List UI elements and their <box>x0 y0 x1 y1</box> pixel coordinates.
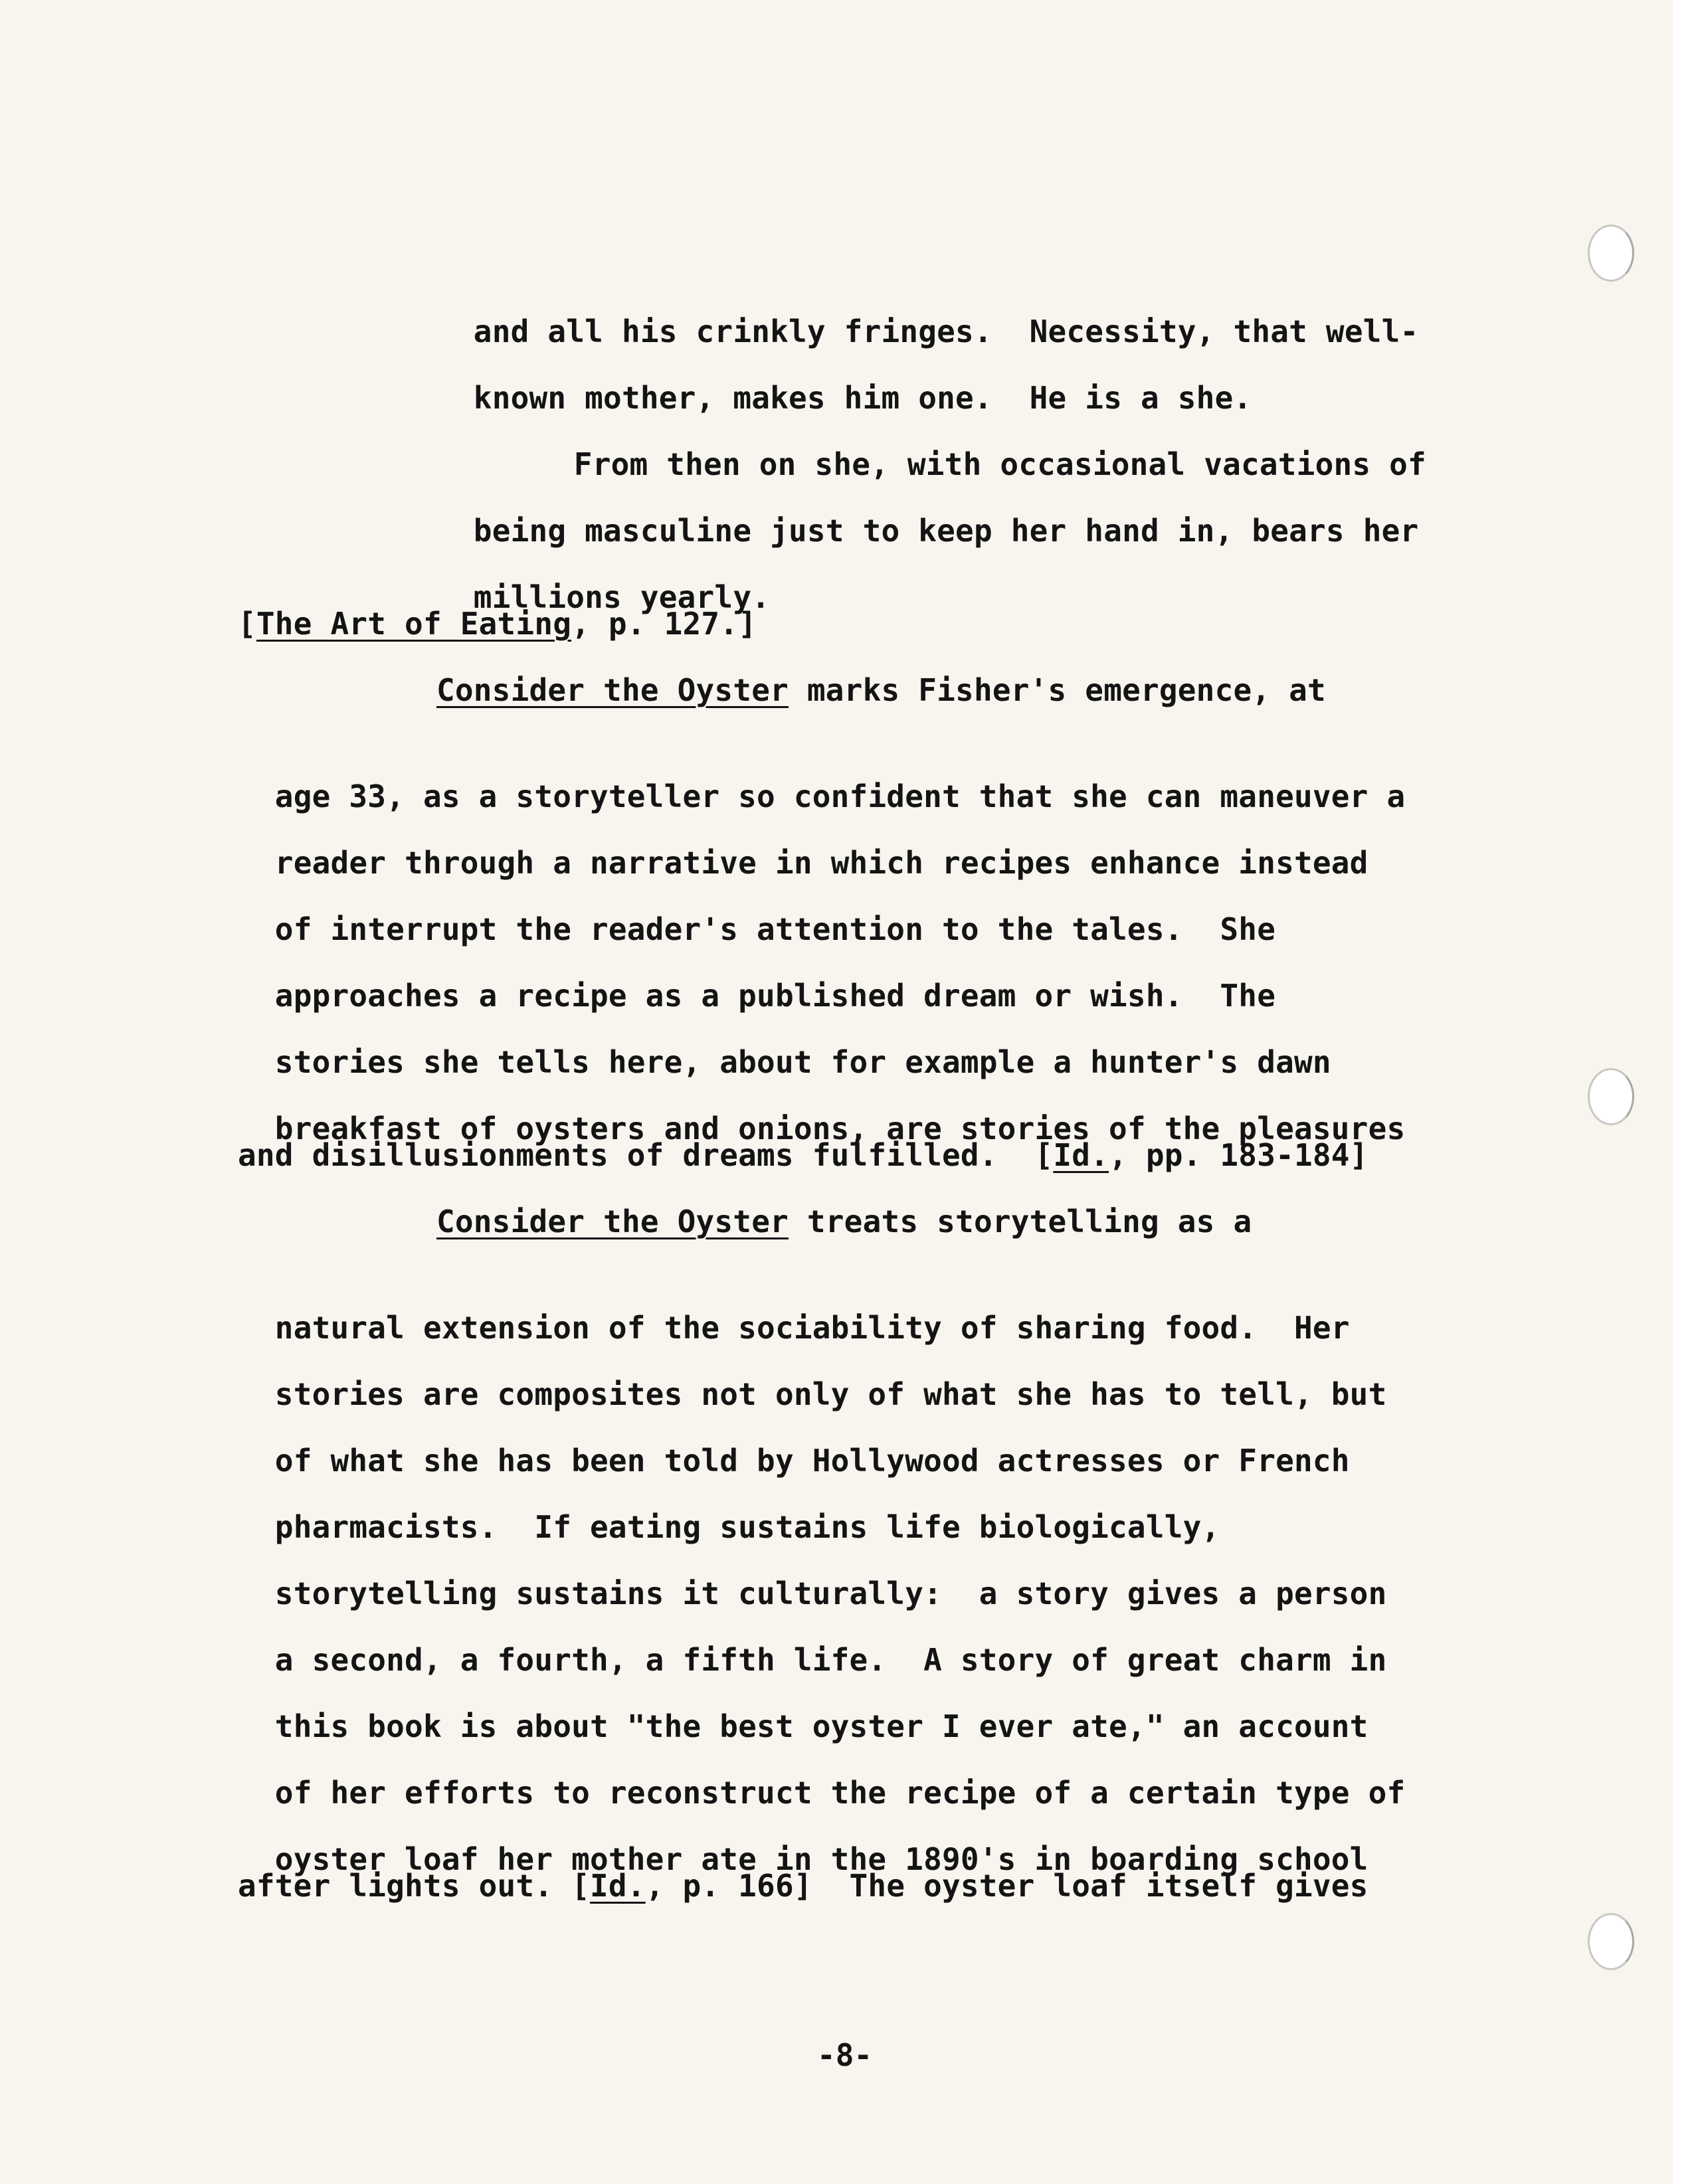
binder-hole-middle <box>1588 1068 1634 1125</box>
body-text-line: of what she has been told by Hollywood actresses or French <box>274 1443 1350 1479</box>
body-text-line: approaches a recipe as a published dream or wish. The <box>274 978 1276 1014</box>
page-number: -8- <box>817 2037 873 2073</box>
body-text-line: pharmacists. If eating sustains life biologically, <box>274 1509 1220 1545</box>
book-title: Consider the Oyster <box>436 672 789 708</box>
body-text-line: this book is about "the best oyster I ever ate," an account <box>274 1708 1368 1744</box>
body-text-line: stories she tells here, about for example a hunter's dawn <box>274 1044 1331 1080</box>
binder-hole-bottom <box>1588 1913 1634 1970</box>
body-text-line: a second, a fourth, a fifth life. A story of great charm in <box>274 1642 1387 1678</box>
body-text-line: millions yearly. <box>473 579 771 615</box>
book-title: The Art of Eating <box>256 606 572 642</box>
body-text-line: and all his crinkly fringes. Necessity, that well- <box>473 314 1419 349</box>
body-text-line: Consider the Oyster treats storytelling as a <box>436 1204 1252 1239</box>
body-text-line: of interrupt the reader's attention to the tales. She <box>274 911 1276 947</box>
body-text-line: after lights out. [Id., p. 166] The oyster loaf itself gives <box>238 1868 1368 1904</box>
body-text-line: natural extension of the sociability of sharing food. Her <box>274 1310 1350 1346</box>
book-title: Consider the Oyster <box>436 1204 789 1239</box>
body-text-line: Consider the Oyster marks Fisher's emergence, at <box>436 672 1326 708</box>
citation-id: Id. <box>1053 1137 1109 1173</box>
body-text-line: stories are composites not only of what she has to tell, but <box>274 1376 1387 1412</box>
citation-id: Id. <box>590 1868 646 1904</box>
body-text-line: being masculine just to keep her hand in, bears her <box>473 513 1419 549</box>
body-text-line: age 33, as a storyteller so confident that she can maneuver a <box>274 778 1406 814</box>
binder-hole-top <box>1588 225 1634 282</box>
body-text-line: known mother, makes him one. He is a she. <box>473 380 1252 416</box>
body-text-line: storytelling sustains it culturally: a story gives a person <box>274 1576 1387 1611</box>
body-text-line: reader through a narrative in which recipes enhance instead <box>274 845 1368 881</box>
body-text-line: oyster loaf her mother ate in the 1890's in boarding school <box>274 1841 1368 1877</box>
page-edge <box>1673 0 1694 2184</box>
citation-line: [The Art of Eating, p. 127.] <box>238 606 757 642</box>
body-text-line: and disillusionments of dreams fulfilled. [Id., pp. 183-184] <box>238 1137 1368 1173</box>
body-text-line: breakfast of oysters and onions, are stories of the pleasures <box>274 1111 1406 1146</box>
body-text-line: From then on she, with occasional vacations of <box>573 446 1426 482</box>
body-text-line: of her efforts to reconstruct the recipe of a certain type of <box>274 1775 1406 1811</box>
